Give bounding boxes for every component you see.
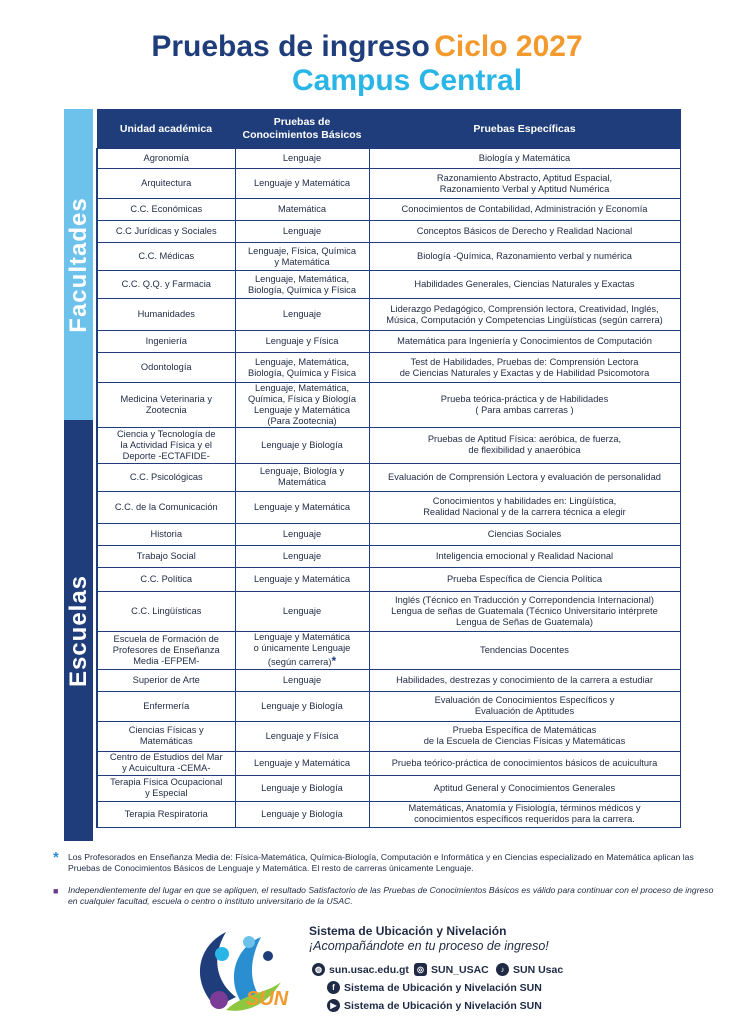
table-row: [97, 331, 680, 353]
cell-text: Lenguaje, Matemática, Biología, Química y Física: [248, 273, 356, 295]
cell-unit: [97, 523, 235, 545]
cell-basic-tests: [235, 523, 369, 545]
cell-unit: [97, 567, 235, 591]
cell-text: Terapia Física Ocupacional y Especial: [110, 777, 223, 799]
cell-text: Lenguaje: [282, 153, 322, 164]
cell-text: C.C. Q.Q. y Farmacia: [121, 279, 211, 290]
admission-tests-table: [96, 109, 681, 828]
cell-basic-tests: [235, 383, 369, 428]
cell-text: Prueba Específica de Ciencia Política: [446, 573, 603, 584]
cell-basic-tests: [235, 199, 369, 221]
cell-unit: [97, 221, 235, 243]
cell-text: Lenguaje y Matemática: [253, 501, 351, 512]
system-name: Sistema de Ubicación y Nivelación: [309, 924, 507, 938]
cell-specific-tests: [369, 353, 680, 383]
cell-unit: [97, 463, 235, 491]
page-title: [0, 32, 734, 96]
cell-unit: [97, 427, 235, 463]
cell-text: C.C. Psicológicas: [129, 471, 203, 482]
cell-text: Lenguaje y Biología: [261, 782, 343, 793]
table-row: [97, 591, 680, 631]
cell-basic-tests: [235, 545, 369, 567]
cell-basic-tests: [235, 427, 369, 463]
table-row: [97, 199, 680, 221]
cell-text: Lenguaje: [282, 550, 322, 561]
table-row: [97, 427, 680, 463]
globe-icon: ◍: [312, 963, 325, 976]
cell-basic-tests: [235, 567, 369, 591]
cell-text: C.C. Política: [140, 573, 193, 584]
cell-text: Lenguaje y Biología: [261, 808, 343, 819]
table-row: [97, 751, 680, 775]
title-main: Pruebas de ingreso: [151, 30, 430, 63]
system-block: [309, 924, 549, 953]
col-header-specific: Pruebas Específicas: [369, 110, 680, 149]
cell-basic-tests: [235, 691, 369, 721]
cell-text: Biología -Química, Razonamiento verbal y numérica: [417, 251, 632, 262]
table-row: [97, 383, 680, 428]
cell-text: Evaluación de Comprensión Lectora y evaluación de personalidad: [388, 471, 661, 482]
cell-specific-tests: [369, 669, 680, 691]
cell-specific-tests: [369, 545, 680, 567]
cell-specific-tests: [369, 591, 680, 631]
cell-text: C.C. de la Comunicación: [114, 501, 218, 512]
table-row: [97, 631, 680, 669]
cell-text: Arquitectura: [141, 178, 192, 189]
table-row: [97, 523, 680, 545]
cell-basic-tests: [235, 491, 369, 523]
cell-unit: [97, 149, 235, 169]
table-row: [97, 221, 680, 243]
cell-text: Odontología: [140, 362, 192, 373]
cell-basic-tests: [235, 353, 369, 383]
cell-text: Escuela de Formación de Profesores de Enseñanza Media -EFPEM-: [112, 633, 220, 666]
table-row: [97, 243, 680, 271]
cell-basic-tests: [235, 721, 369, 751]
cell-text: Superior de Arte: [132, 674, 200, 685]
sun-logo-text: SUN: [246, 988, 289, 1010]
cell-specific-tests: [369, 801, 680, 827]
cell-text: Lenguaje y Matemática o únicamente Lenguaje (según carrera): [253, 632, 351, 668]
cell-text: Prueba teórica-práctica y de Habilidades ( Para ambas carreras ): [440, 393, 609, 415]
cell-specific-tests: [369, 169, 680, 199]
cell-specific-tests: [369, 383, 680, 428]
table-row: [97, 299, 680, 331]
youtube-link[interactable]: [327, 999, 542, 1012]
side-label-schools: [64, 420, 93, 841]
cell-text: Agronomía: [143, 153, 189, 164]
footnote-text: Los Profesorados en Enseñanza Media de: Física-Matemática, Química-Biología, Computación e Informática y en Ciencias especializado en Matemática aplican las Pruebas de Conocimientos Básicos de Lenguaje y Matemática. El resto de carreras únicamente Lenguaje.: [68, 852, 694, 873]
cell-text: Lenguaje y Biología: [261, 700, 343, 711]
cell-unit: [97, 491, 235, 523]
table-row: [97, 801, 680, 827]
cell-text: Matemática: [277, 204, 327, 215]
system-slogan: ¡Acompañándote en tu proceso de ingreso!: [309, 939, 549, 953]
cell-text: Lenguaje y Matemática: [253, 757, 351, 768]
cell-text: Prueba teórico-práctica de conocimientos básicos de acuicultura: [391, 757, 658, 768]
cell-specific-tests: [369, 491, 680, 523]
cell-unit: [97, 169, 235, 199]
cell-text: Ciencia y Tecnología de la Actividad Física y el Deporte -ECTAFIDE-: [116, 428, 216, 461]
facebook-text: Sistema de Ubicación y Nivelación SUN: [344, 981, 542, 994]
cell-text: Lenguaje: [282, 226, 322, 237]
footnote-validity: [54, 885, 714, 906]
cell-specific-tests: [369, 631, 680, 669]
footnote-asterisk-icon: *: [331, 654, 337, 669]
instagram-icon: ◎: [414, 963, 427, 976]
cell-unit: [97, 383, 235, 428]
cell-specific-tests: [369, 463, 680, 491]
website-link[interactable]: [312, 963, 409, 976]
cell-text: Lenguaje, Física, Química y Matemática: [248, 245, 356, 267]
cell-basic-tests: [235, 243, 369, 271]
table-header-row: [97, 110, 680, 149]
website-text: sun.usac.edu.gt: [329, 963, 409, 976]
cell-unit: [97, 721, 235, 751]
cell-specific-tests: [369, 691, 680, 721]
cell-text: Biología y Matemática: [478, 153, 571, 164]
instagram-link[interactable]: [414, 963, 489, 976]
cell-text: Matemática para Ingeniería y Conocimientos de Computación: [397, 336, 652, 347]
cell-specific-tests: [369, 775, 680, 801]
cell-specific-tests: [369, 567, 680, 591]
footnote-text: Independientemente del lugar en que se apliquen, el resultado Satisfactorio de las Pruebas de Conocimientos Básicos es válido para continuar con el proceso de ingreso en cualquier facultad, escuela o centro o instituto universitario de la USAC.: [68, 885, 714, 906]
table-row: [97, 271, 680, 299]
cell-text: Centro de Estudios del Mar y Acuicultura -CEMA-: [109, 752, 223, 774]
cell-text: Liderazgo Pedagógico, Comprensión lectora, Creatividad, Inglés, Música, Computación y Competencias Lingüísticas (según carrera): [386, 303, 663, 325]
asterisk-icon: *: [53, 849, 59, 866]
square-bullet-icon: ■: [53, 886, 59, 896]
cell-unit: [97, 353, 235, 383]
cell-text: Conocimientos y habilidades en: Lingüística, Realidad Nacional y de la carrera técnica a elegir: [423, 496, 626, 518]
cell-specific-tests: [369, 271, 680, 299]
cell-unit: [97, 243, 235, 271]
cell-text: Lenguaje, Matemática, Biología, Química y Física: [248, 356, 356, 378]
cell-text: Ciencias Sociales: [487, 528, 562, 539]
cell-text: Ingeniería: [145, 336, 187, 347]
cell-text: Historia: [150, 528, 182, 539]
table-row: [97, 669, 680, 691]
table-row: [97, 545, 680, 567]
cell-unit: [97, 691, 235, 721]
title-cycle: Ciclo 2027: [434, 30, 583, 63]
cell-text: Matemáticas, Anatomía y Fisiología, términos médicos y conocimientos específicos requeridos para la carrera.: [408, 803, 641, 825]
cell-basic-tests: [235, 631, 369, 669]
cell-specific-tests: [369, 523, 680, 545]
cell-text: Lenguaje: [282, 528, 322, 539]
tiktok-icon: ♪: [496, 963, 509, 976]
cell-text: C.C Jurídicas y Sociales: [115, 226, 217, 237]
cell-text: Conceptos Básicos de Derecho y Realidad Nacional: [416, 226, 633, 237]
cell-text: Lenguaje y Matemática: [253, 573, 351, 584]
cell-basic-tests: [235, 169, 369, 199]
cell-text: Trabajo Social: [136, 550, 196, 561]
cell-unit: [97, 299, 235, 331]
cell-basic-tests: [235, 271, 369, 299]
facebook-link[interactable]: [327, 981, 542, 994]
cell-text: Medicina Veterinaria y Zootecnia: [120, 393, 212, 415]
col-header-basic: Pruebas de Conocimientos Básicos: [235, 110, 369, 149]
cell-text: Prueba Específica de Matemáticas de la Escuela de Ciencias Físicas y Matemáticas: [423, 725, 626, 747]
cell-text: Lenguaje y Matemática: [253, 178, 351, 189]
cell-text: Lenguaje y Física: [265, 336, 339, 347]
cell-basic-tests: [235, 299, 369, 331]
cell-specific-tests: [369, 721, 680, 751]
facebook-icon: f: [327, 981, 340, 994]
schools-label: Escuelas: [64, 574, 92, 687]
cell-text: Aptitud General y Conocimientos Generales: [433, 782, 616, 793]
cell-unit: [97, 591, 235, 631]
cell-unit: [97, 751, 235, 775]
cell-text: Inglés (Técnico en Traducción y Correpondencia Internacional) Lengua de señas de Guatemala (Técnico Universitario intérprete Lengua de Señas de Guatemala): [391, 594, 658, 627]
cell-text: Terapia Respiratoria: [124, 808, 208, 819]
cell-text: Pruebas de Aptitud Física: aeróbica, de fuerza, de flexibilidad y anaeróbica: [427, 434, 622, 456]
table-row: [97, 721, 680, 751]
col-header-unit: Unidad académica: [97, 110, 235, 149]
cell-unit: [97, 199, 235, 221]
cell-specific-tests: [369, 221, 680, 243]
cell-text: Inteligencia emocional y Realidad Nacional: [435, 550, 614, 561]
cell-text: Lenguaje: [282, 605, 322, 616]
cell-text: Humanidades: [137, 309, 195, 320]
youtube-text: Sistema de Ubicación y Nivelación SUN: [344, 999, 542, 1012]
cell-text: Razonamiento Abstracto, Aptitud Espacial, Razonamiento Verbal y Aptitud Numérica: [436, 172, 613, 194]
cell-basic-tests: [235, 751, 369, 775]
cell-text: Evaluación de Conocimientos Específicos y Evaluación de Aptitudes: [434, 695, 615, 717]
cell-basic-tests: [235, 775, 369, 801]
side-label-faculties: [64, 109, 93, 420]
table-row: [97, 169, 680, 199]
cell-text: Lenguaje, Biología y Matemática: [259, 466, 345, 488]
cell-specific-tests: [369, 427, 680, 463]
cell-specific-tests: [369, 199, 680, 221]
cell-text: Lenguaje: [282, 309, 322, 320]
cell-text: Habilidades, destrezas y conocimiento de la carrera a estudiar: [396, 674, 653, 685]
cell-basic-tests: [235, 801, 369, 827]
cell-specific-tests: [369, 331, 680, 353]
cell-specific-tests: [369, 243, 680, 271]
cell-specific-tests: [369, 751, 680, 775]
cell-basic-tests: [235, 149, 369, 169]
table-row: [97, 567, 680, 591]
youtube-icon: ▶: [327, 999, 340, 1012]
cell-basic-tests: [235, 331, 369, 353]
cell-text: Conocimientos de Contabilidad, Administración y Economía: [401, 204, 648, 215]
cell-unit: [97, 669, 235, 691]
title-campus: Campus Central: [291, 64, 523, 97]
cell-basic-tests: [235, 463, 369, 491]
footnote-professorships: [53, 849, 714, 873]
table-row: [97, 463, 680, 491]
cell-unit: [97, 801, 235, 827]
cell-text: Lenguaje: [282, 674, 322, 685]
cell-unit: [97, 775, 235, 801]
tiktok-link[interactable]: [496, 963, 563, 976]
instagram-text: SUN_USAC: [431, 963, 489, 976]
cell-basic-tests: [235, 221, 369, 243]
cell-text: Tendencias Docentes: [480, 644, 569, 655]
cell-text: Lenguaje y Física: [265, 730, 339, 741]
cell-specific-tests: [369, 149, 680, 169]
table-row: [97, 149, 680, 169]
cell-unit: [97, 631, 235, 669]
cell-basic-tests: [235, 669, 369, 691]
cell-unit: [97, 545, 235, 567]
cell-text: C.C. Lingüísticas: [131, 605, 202, 616]
cell-basic-tests: [235, 591, 369, 631]
cell-text: Enfermería: [143, 700, 190, 711]
faculties-label: Facultades: [64, 196, 92, 333]
table-row: [97, 353, 680, 383]
cell-text: Lenguaje y Biología: [261, 439, 343, 450]
table-row: [97, 491, 680, 523]
cell-text: Ciencias Físicas y Matemáticas: [128, 725, 204, 747]
cell-specific-tests: [369, 299, 680, 331]
table-row: [97, 691, 680, 721]
cell-unit: [97, 331, 235, 353]
cell-text: Test de Habilidades, Pruebas de: Comprensión Lectora de Ciencias Naturales y Exactas y de Habilidad Psicomotora: [399, 356, 650, 378]
cell-text: Lenguaje, Matemática, Química, Física y Biología Lenguaje y Matemática (Para Zootecnia): [248, 383, 356, 426]
cell-text: C.C. Médicas: [138, 251, 195, 262]
cell-text: Habilidades Generales, Ciencias Naturales y Exactas: [414, 279, 635, 290]
cell-unit: [97, 271, 235, 299]
table-row: [97, 775, 680, 801]
tiktok-text: SUN Usac: [513, 963, 564, 976]
cell-text: C.C. Económicas: [130, 204, 203, 215]
